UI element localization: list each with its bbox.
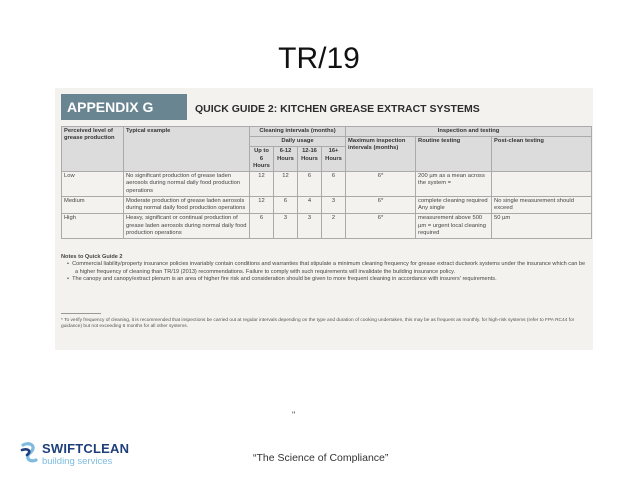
cell-6-12: 12 [274,172,298,197]
cell-post-clean [492,172,592,197]
header-daily-usage: Daily usage [250,137,346,147]
table-row [62,214,592,239]
header-perceived-level: Perceived level of grease production [62,127,124,172]
footnote-divider [61,313,101,314]
cell-post-clean: 50 µm [492,214,592,239]
bullet: • [67,261,69,268]
slide-title: TR/19 [278,42,360,75]
cell-6-12: 6 [274,196,298,213]
note-item [61,261,589,276]
cell-6-12: 3 [274,214,298,239]
header-max-inspection: Maximum inspection intervals (months) [346,137,416,172]
cell-level: Medium [62,196,124,213]
cell-max-inspection: 6* [346,214,416,239]
swoosh-icon [20,438,40,468]
note-item [61,276,589,283]
cell-level: High [62,214,124,239]
header-routine-testing: Routine testing [416,137,492,172]
header-inspection-testing: Inspection and testing [346,127,592,137]
header-up-to-6-hours: Up to 6 Hours [250,147,274,172]
cell-12-16: 6 [298,172,322,197]
notes-section [61,254,589,284]
table-row [62,172,592,197]
cell-post-clean: No single measurement should exceed [492,196,592,213]
footnote: * To verify frequency of cleaning, it is recommended that inspections be carried out at regular intervals depending on the type and duration of cooking undertaken, this may be as frequent as monthly. for high-risk systems (refer to FPA RC44 for guidance) but not exceeding 6 months for all other systems. [61,318,575,330]
cell-routine: measurement above 500 µm = urgent local cleaning required [416,214,492,239]
appendix-document-image [55,88,593,350]
note-text: The canopy and canopy/extract plenum is an area of higher fire risk and consideration should be given to more frequent cleaning in accordance with insurers' requirements. [72,276,497,283]
bullet: • [67,276,69,283]
cell-example: Moderate production of grease laden aerosols during normal daily food production operations [124,196,250,213]
cell-example: Heavy, significant or continual production of grease laden aerosols during normal daily food production operations [124,214,250,239]
cell-max-inspection: 6* [346,196,416,213]
slide-tagline: “The Science of Compliance” [253,452,389,464]
stray-mark: " [292,410,296,420]
header-6-12-hours: 6-12 Hours [274,147,298,172]
notes-heading: Notes to Quick Guide 2 [61,254,123,260]
cell-max-inspection: 6* [346,172,416,197]
header-post-clean-testing: Post-clean testing [492,137,592,172]
cell-up-to-6: 12 [250,196,274,213]
logo-tagline: building services [42,456,113,467]
cell-12-16: 4 [298,196,322,213]
cell-level: Low [62,172,124,197]
cell-routine: 200 µm as a mean across the system = [416,172,492,197]
table-row [62,196,592,213]
appendix-badge: APPENDIX G [61,94,187,120]
cell-up-to-6: 6 [250,214,274,239]
cell-16-plus: 6 [322,172,346,197]
cell-12-16: 3 [298,214,322,239]
note-text: Commercial liability/property insurance policies invariably contain conditions and warranties that stipulate a minimum cleaning frequency for grease extract ductwork systems under the insurance which can be a higher frequency of cleaning than TR/19 (2013) recommendations. Failure to comply with such requirements will invalidate the building insurance policy. [72,261,586,275]
header-16-plus-hours: 16+ Hours [322,147,346,172]
header-typical-example: Typical example [124,127,250,172]
guide-title: QUICK GUIDE 2: KITCHEN GREASE EXTRACT SYSTEMS [195,103,480,115]
cleaning-intervals-table [61,126,592,239]
cell-example: No significant production of grease laden aerosols during normal daily food production operations [124,172,250,197]
cell-up-to-6: 12 [250,172,274,197]
logo-name: SWIFTCLEAN [42,441,130,456]
cell-routine: complete cleaning required Any single [416,196,492,213]
header-cleaning-intervals: Cleaning intervals (months) [250,127,346,137]
cell-16-plus: 3 [322,196,346,213]
header-12-16-hours: 12-16 Hours [298,147,322,172]
cell-16-plus: 2 [322,214,346,239]
swiftclean-logo [20,438,140,470]
